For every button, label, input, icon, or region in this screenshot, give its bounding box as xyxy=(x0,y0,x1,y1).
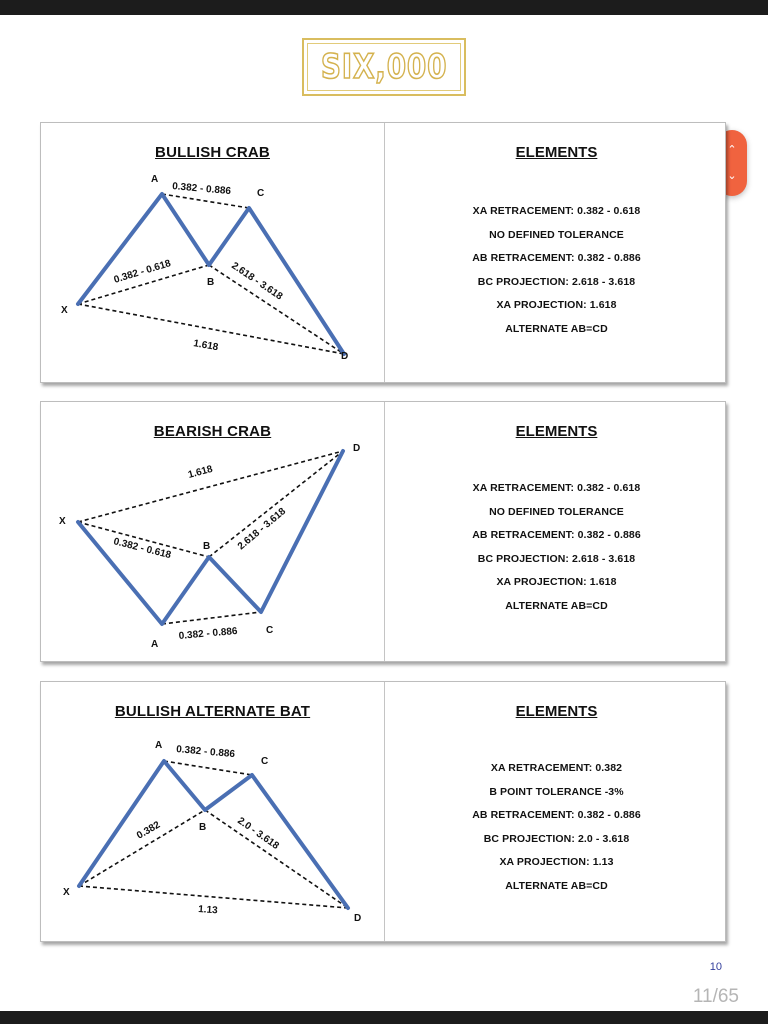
list-item: B POINT TOLERANCE -3% xyxy=(489,785,624,798)
brand-logo xyxy=(302,38,466,96)
elements-list xyxy=(385,477,728,619)
ac-dashed-line xyxy=(162,612,261,624)
logo-text: SIX,000 xyxy=(320,47,448,87)
list-item: BC PROJECTION: 2.618 - 3.618 xyxy=(477,552,636,565)
elements-panel xyxy=(384,123,727,382)
elements-list xyxy=(385,757,728,899)
ratio-ac-label: 0.382 - 0.886 xyxy=(175,744,236,761)
pattern-diagram xyxy=(41,682,384,941)
list-item: AB RETRACEMENT: 0.382 - 0.886 xyxy=(472,529,641,542)
xb-dashed-line xyxy=(79,810,205,886)
point-a-label: A xyxy=(151,174,159,185)
ratio-ac-label: 0.382 - 0.886 xyxy=(178,625,238,642)
pattern-title: BEARISH CRAB xyxy=(153,423,272,440)
list-item: ALTERNATE AB=CD xyxy=(505,322,608,335)
point-b-label: B xyxy=(199,822,207,833)
point-c-label: C xyxy=(257,188,265,199)
point-d-label: D xyxy=(354,913,362,924)
pattern-title: BULLISH ALTERNATE BAT xyxy=(114,703,311,720)
list-item: ALTERNATE AB=CD xyxy=(505,599,608,612)
list-item: XA PROJECTION: 1.618 xyxy=(496,576,617,589)
list-item: NO DEFINED TOLERANCE xyxy=(489,505,624,518)
elements-list xyxy=(385,200,728,342)
list-item: XA RETRACEMENT: 0.382 - 0.618 xyxy=(472,205,641,217)
point-x-label: X xyxy=(59,516,66,527)
list-item: XA RETRACEMENT: 0.382 - 0.618 xyxy=(472,482,641,494)
list-item: NO DEFINED TOLERANCE xyxy=(489,228,624,241)
elements-panel xyxy=(384,402,727,661)
pattern-diagram-panel xyxy=(41,402,384,661)
elements-title: ELEMENTS xyxy=(515,423,598,440)
pattern-diagram-panel xyxy=(41,123,384,382)
list-item: XA PROJECTION: 1.13 xyxy=(499,856,614,869)
pattern-diagram xyxy=(41,123,384,382)
pattern-card-bullish-crab xyxy=(40,122,726,383)
point-b-label: B xyxy=(203,541,211,552)
ratio-xd-label: 1.13 xyxy=(197,904,218,917)
ratio-bd-label: 2.618 - 3.618 xyxy=(229,260,285,303)
xd-dashed-line xyxy=(78,451,343,522)
list-item: AB RETRACEMENT: 0.382 - 0.886 xyxy=(472,252,641,265)
list-item: XA RETRACEMENT: 0.382 xyxy=(490,762,623,774)
elements-panel xyxy=(384,682,727,941)
page-number: 10 xyxy=(709,961,722,973)
list-item: ALTERNATE AB=CD xyxy=(505,879,608,892)
point-x-label: X xyxy=(61,305,68,316)
top-bar xyxy=(0,0,768,15)
list-item: XA PROJECTION: 1.618 xyxy=(496,299,617,312)
pattern-card-bearish-crab xyxy=(40,401,726,662)
elements-title: ELEMENTS xyxy=(515,144,598,161)
ratio-xd-label: 1.618 xyxy=(186,463,214,481)
pattern-diagram xyxy=(41,402,384,661)
ratio-xb-label: 0.382 - 0.618 xyxy=(112,536,173,562)
chevron-up-icon[interactable]: ⌃ xyxy=(727,144,737,156)
point-x-label: X xyxy=(63,887,70,898)
ratio-xb-label: 0.382 xyxy=(135,819,163,842)
point-c-label: C xyxy=(261,756,269,767)
list-item: BC PROJECTION: 2.618 - 3.618 xyxy=(477,275,636,288)
list-item: BC PROJECTION: 2.0 - 3.618 xyxy=(483,832,630,845)
bd-dashed-line xyxy=(209,265,344,354)
point-d-label: D xyxy=(353,443,361,454)
list-item: AB RETRACEMENT: 0.382 - 0.886 xyxy=(472,809,641,822)
chevron-down-icon[interactable]: ⌄ xyxy=(727,170,737,182)
ratio-xb-label: 0.382 - 0.618 xyxy=(112,258,173,286)
bd-dashed-line xyxy=(205,810,348,908)
ac-dashed-line xyxy=(164,761,252,775)
ratio-bd-label: 2.618 - 3.618 xyxy=(235,505,289,553)
pattern-legs xyxy=(79,761,348,908)
point-c-label: C xyxy=(266,625,274,636)
pattern-title: BULLISH CRAB xyxy=(155,144,270,161)
point-b-label: B xyxy=(207,277,215,288)
point-a-label: A xyxy=(155,740,163,751)
point-d-label: D xyxy=(341,351,349,362)
ratio-xd-label: 1.618 xyxy=(192,338,220,354)
ratio-bd-label: 2.0 - 3.618 xyxy=(235,815,281,852)
ac-dashed-line xyxy=(162,194,249,208)
pattern-card-bullish-alternate-bat xyxy=(40,681,726,942)
bd-dashed-line xyxy=(209,451,343,557)
bottom-bar xyxy=(0,1011,768,1024)
page-count-indicator: 11/65 xyxy=(692,986,739,1007)
elements-title: ELEMENTS xyxy=(515,703,598,720)
point-a-label: A xyxy=(151,639,159,650)
ratio-ac-label: 0.382 - 0.886 xyxy=(171,181,232,198)
pattern-diagram-panel xyxy=(41,682,384,941)
